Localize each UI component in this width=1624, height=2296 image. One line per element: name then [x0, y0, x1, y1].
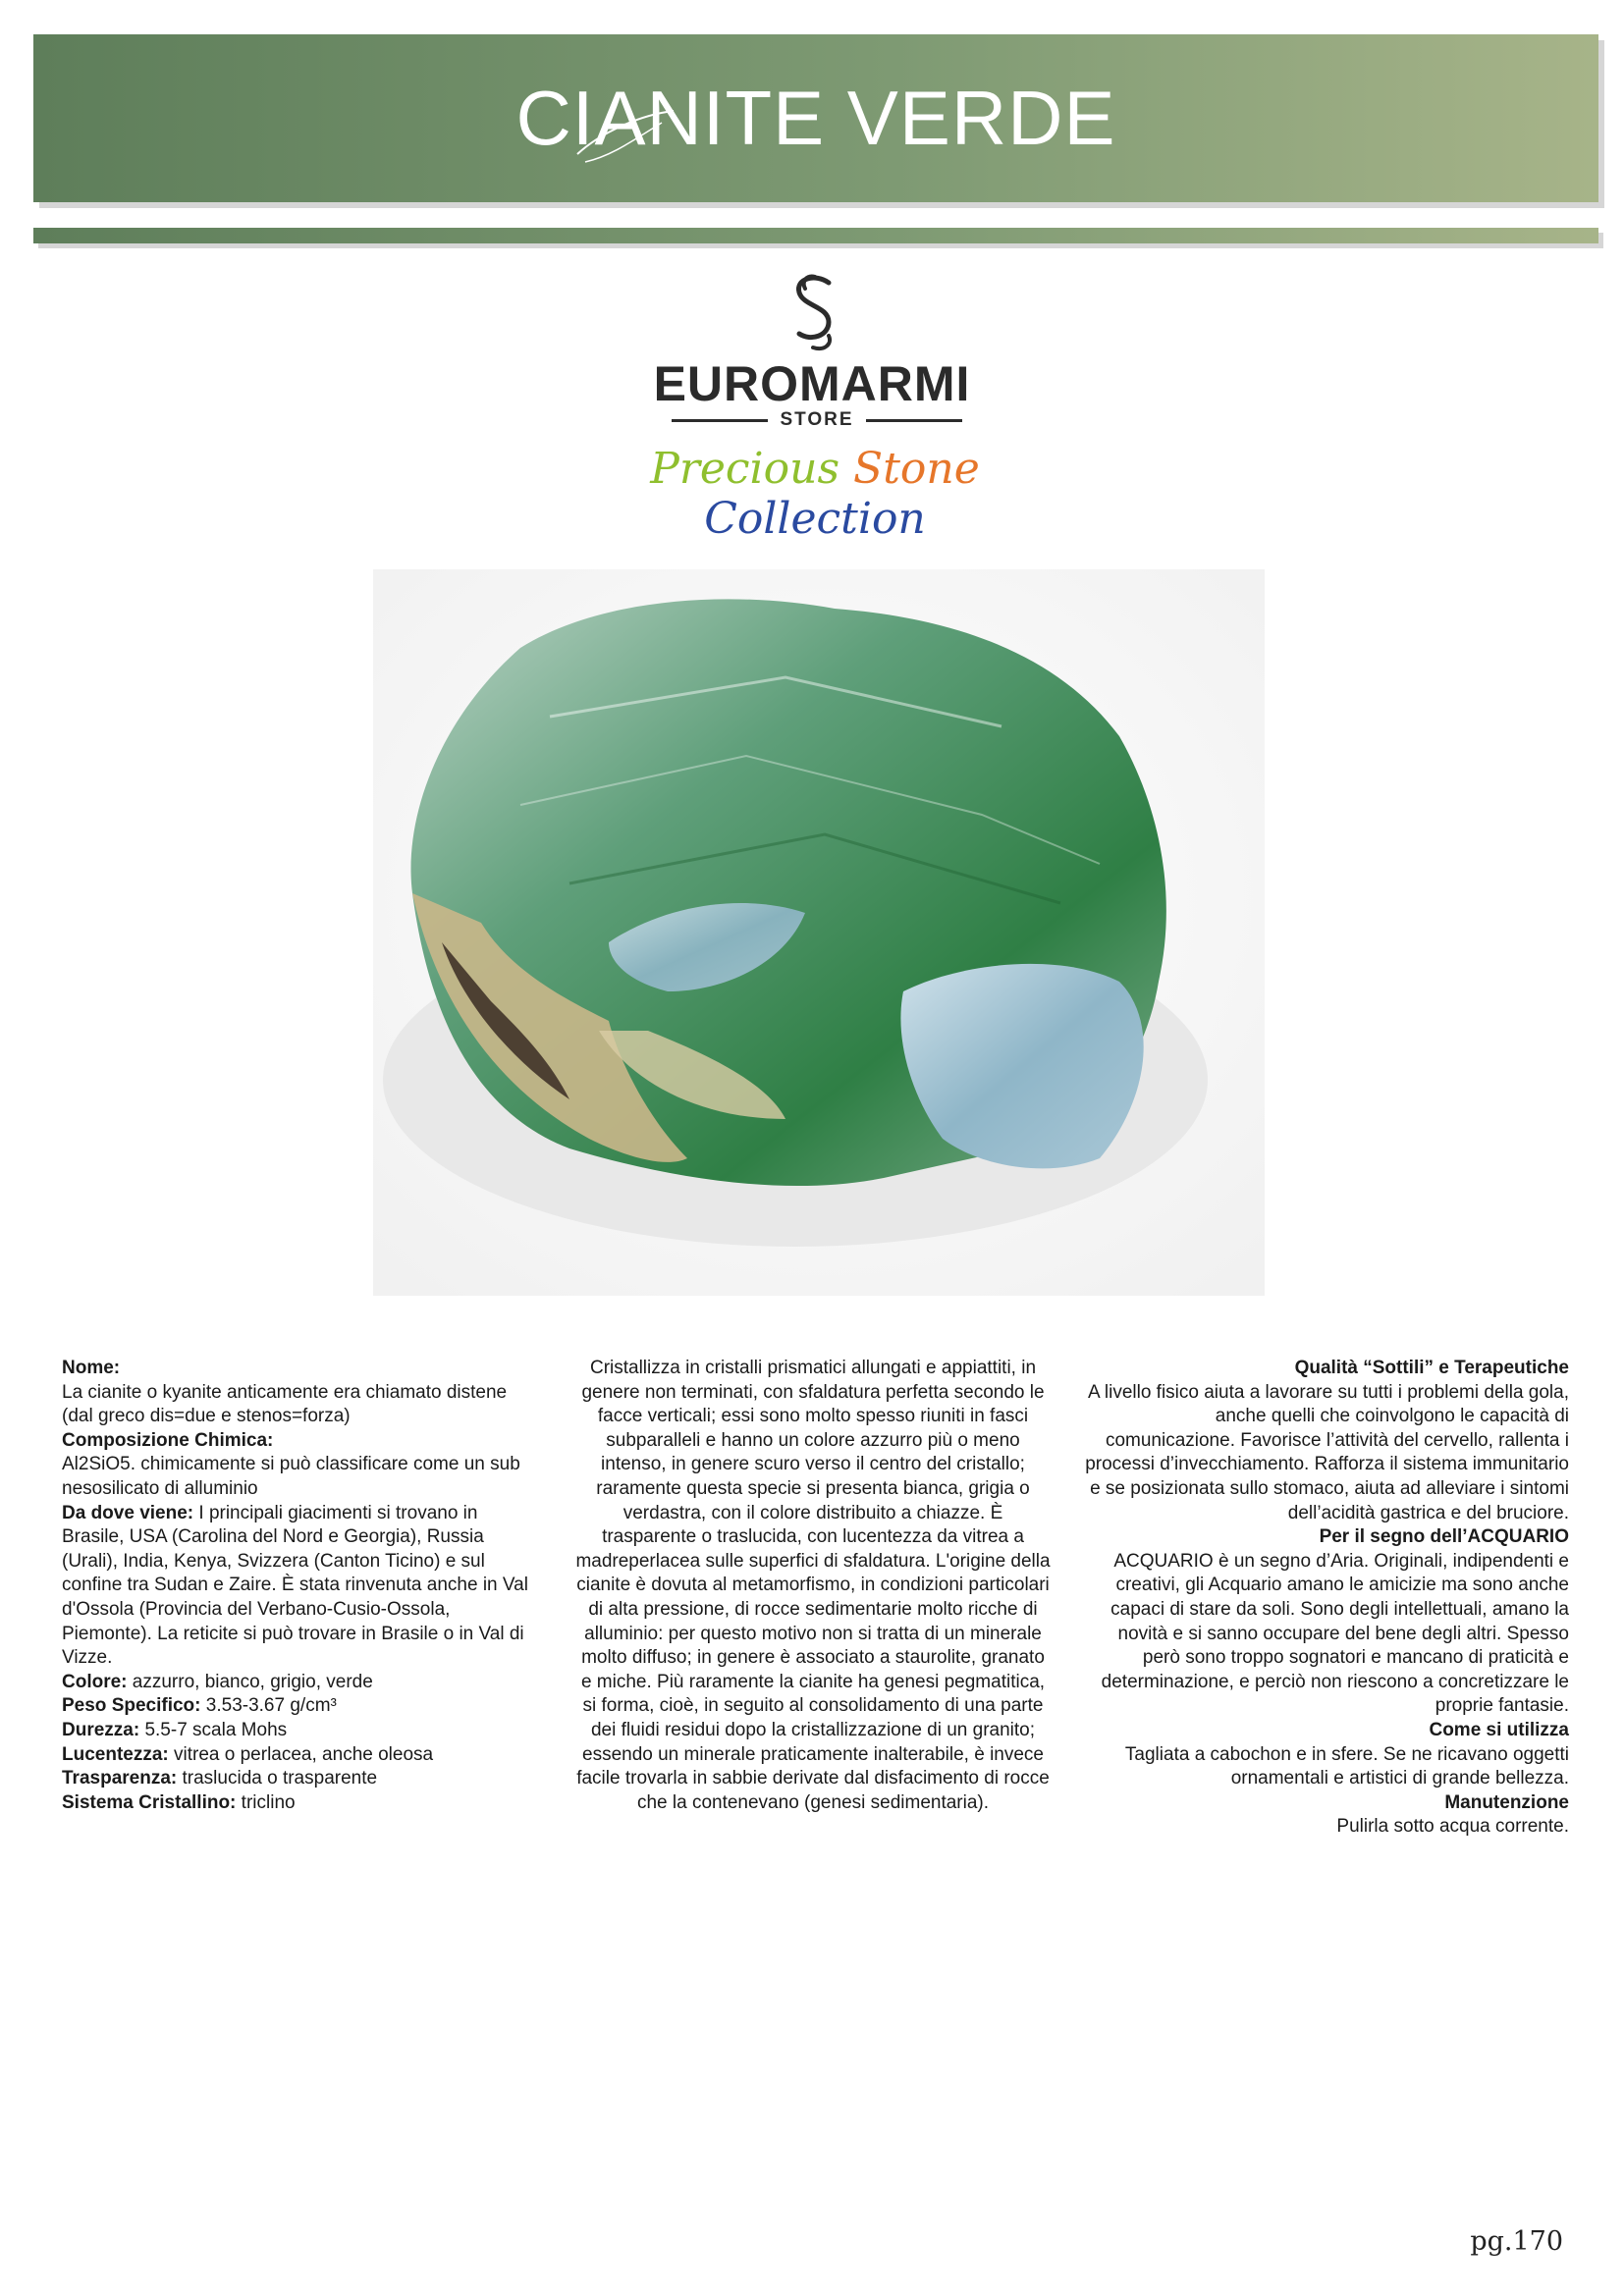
brand-sub: STORE	[780, 409, 854, 430]
page-title: CIANITE VERDE	[515, 75, 1116, 161]
brand-name: EUROMARMI	[653, 356, 971, 411]
peso-row	[62, 1694, 541, 1719]
lucentezza-text: vitrea o perlacea, anche oleosa	[168, 1743, 434, 1765]
page-number: pg.170	[1470, 2226, 1563, 2257]
nome-text: La cianite o kyanite anticamente era chiamato distene (dal greco dis=due e stenos=forza)	[62, 1381, 508, 1427]
peso-label: Peso Specifico:	[62, 1695, 201, 1717]
collection-word-precious: Precious	[650, 444, 840, 494]
header-banner	[33, 34, 1598, 202]
brand-sub-row	[672, 410, 962, 430]
sistema-text: triclino	[236, 1791, 296, 1813]
sistema-label: Sistema Cristallino:	[62, 1791, 237, 1813]
trasparenza-row	[62, 1767, 541, 1791]
segno-text: ACQUARIO è un segno d’Aria. Originali, indipendenti e creativi, gli Acquario amano le amicizie ma sono anche capaci di stare da soli. Sono degli intellettuali, amano la novità e si sanno occupare del bene degli altri. Spesso però sono troppo sognatori e mancano di praticità e determinazione, e perciò non riescono a concretizzare le proprie fantasie.	[1101, 1550, 1569, 1717]
colore-label: Colore:	[62, 1671, 128, 1692]
info-column-properties	[62, 1357, 541, 1815]
info-column-description	[574, 1357, 1052, 1815]
provenienza-paragraph	[62, 1502, 541, 1671]
utilizzo-heading: Come si utilizza	[1429, 1719, 1569, 1740]
trasparenza-text: traslucida o trasparente	[177, 1768, 378, 1789]
segno-heading: Per il segno dell’ACQUARIO	[1319, 1526, 1569, 1548]
collection-tagline	[589, 444, 1041, 544]
utilizzo-text: Tagliata a cabochon e in sfere. Se ne ricavano oggetti ornamentali e artistici di grande bellezza.	[1124, 1743, 1569, 1789]
qualita-heading: Qualità “Sottili” e Terapeutiche	[1294, 1358, 1569, 1378]
colore-text: azzurro, bianco, grigio, verde	[127, 1671, 373, 1692]
sistema-row	[62, 1791, 541, 1816]
manutenzione-text: Pulirla sotto acqua corrente.	[1336, 1816, 1569, 1838]
durezza-text: 5.5-7 scala Mohs	[139, 1719, 288, 1740]
provenienza-label: Da dove viene:	[62, 1502, 194, 1523]
mineral-photo	[373, 569, 1265, 1296]
qualita-text: A livello fisico aiuta a lavorare su tutti i problemi della gola, anche quelli che coinvolgono le capacità di comunicazione. Favorisce l’attività del cervello, rallenta i processi d’invecchiamento. Rafforza il sistema immunitario e se posizionata sullo stomaco, aiuta ad alleviare i sintomi dell’acidità gastrica e del bruciore.	[1085, 1381, 1569, 1523]
info-column-qualities	[1084, 1357, 1569, 1840]
lucentezza-row	[62, 1743, 541, 1768]
euromarmi-logo-icon	[785, 273, 842, 355]
collection-word-stone: Stone	[853, 444, 980, 494]
description-text: Cristallizza in cristalli prismatici allungati e appiattiti, in genere non terminati, con sfaldatura perfetta secondo le facce verticali; essi sono molto spesso riuniti in fasci subparalleli e hanno un colore azzurro più o meno intenso, in genere scuro verso il centro del cristallo; raramente questa specie si presenta bianca, grigia o verdastra, con il colore distribuito a chiazze. È trasparente o traslucida, con lucentezza da vitrea a madreperlacea sulle superfici di sfaldatura. L'origine della cianite è dovuta al metamorfismo, in condizioni particolari di alta pressione, di rocce sedimentarie molto ricche di alluminio: per questo motivo non si tratta di un minerale molto diffuso; in genere è associato a staurolite, granato e miche. Più raramente la cianite ha genesi pegmatitica, si forma, cioè, in seguito al consolidamento di una parte dei fluidi residui dopo la cristallizzazione di un granito; essendo un minerale praticamente inalterabile, è invece facile trovarla in sabbie derivate dal disfacimento di rocce che la contenevano (genesi sedimentaria).	[575, 1358, 1051, 1813]
nome-label: Nome:	[62, 1358, 121, 1378]
brand-rule-right	[866, 419, 962, 422]
composizione-text: Al2SiO5. chimicamente si può classificare come un sub nesosilicato di alluminio	[62, 1454, 520, 1499]
durezza-label: Durezza:	[62, 1719, 140, 1740]
provenienza-text: I principali giacimenti si trovano in Brasile, USA (Carolina del Nord e Georgia), Russia (Urali), India, Kenya, Svizzera (Canton Ticino) e sul confine tra Sudan e Zaire. È stata rinvenuta anche in Val d'Ossola (Provincia del Verbano-Cusio-Ossola, Piemonte). La reticite si può trovare in Brasile o in Val di Vizze.	[62, 1502, 528, 1669]
lucentezza-label: Lucentezza:	[62, 1743, 169, 1765]
title-flourish-ornament	[571, 93, 679, 182]
manutenzione-heading: Manutenzione	[1444, 1791, 1569, 1813]
composizione-label: Composizione Chimica:	[62, 1429, 274, 1451]
header-divider	[33, 228, 1598, 243]
colore-row	[62, 1671, 541, 1695]
brand-rule-left	[672, 419, 768, 422]
peso-text: 3.53-3.67 g/cm³	[200, 1695, 337, 1717]
collection-word-collection: Collection	[704, 494, 926, 544]
durezza-row	[62, 1719, 541, 1743]
trasparenza-label: Trasparenza:	[62, 1768, 178, 1789]
